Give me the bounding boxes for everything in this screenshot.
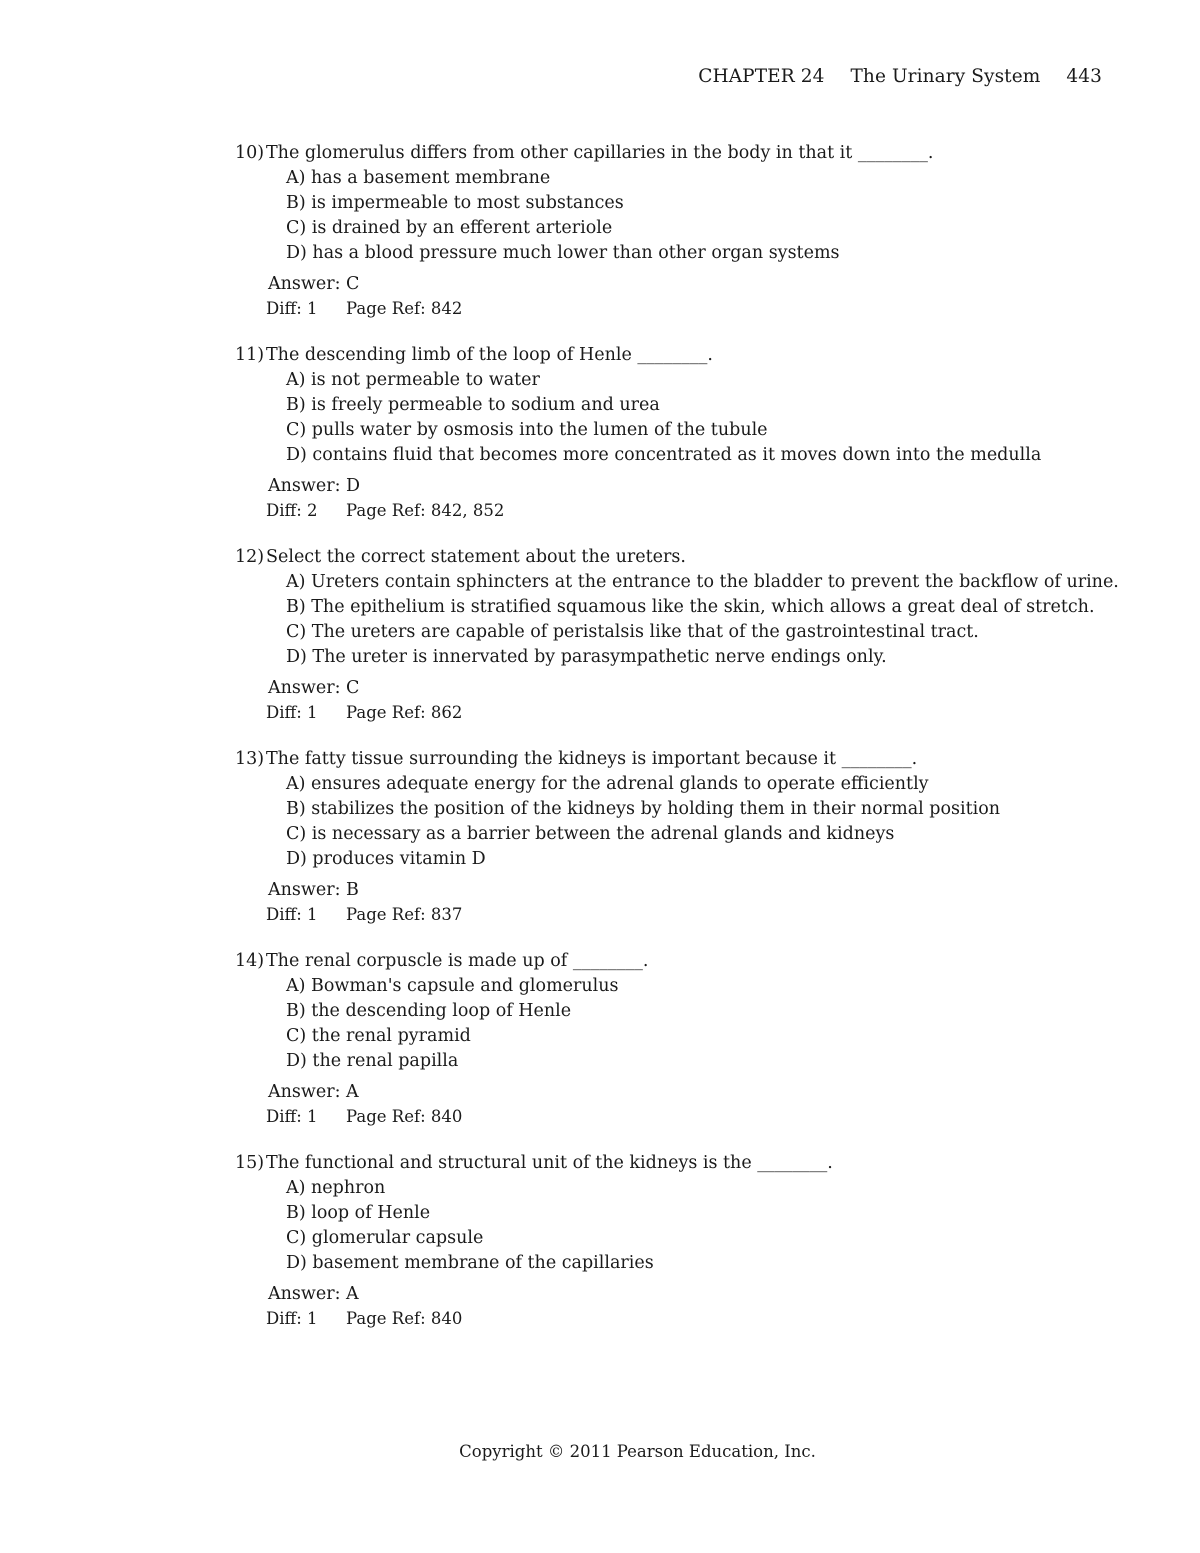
answer-label: Answer: [268,1082,341,1102]
answer-value: C [346,274,360,294]
option-d: D) produces vitamin D [286,849,486,869]
answer-row [235,474,1135,499]
question-stem [235,141,1135,166]
question-stem [235,949,1135,974]
answer-value: C [346,678,360,698]
page-ref: Page Ref: 862 [346,703,463,722]
option-d: D) the renal papilla [286,1051,459,1071]
answer-value: A [346,1284,359,1304]
option-a: A) ensures adequate energy for the adrenal glands to operate efficiently [286,774,929,794]
option-a: A) nephron [286,1178,386,1198]
option-d: D) contains fluid that becomes more concentrated as it moves down into the medulla [286,445,1042,465]
option-d: D) has a blood pressure much lower than other organ systems [286,243,840,263]
difficulty: Diff: 1 [266,905,318,924]
question-10 [235,141,1135,343]
page-ref: Page Ref: 840 [346,1107,463,1126]
question-stem [235,1151,1135,1176]
question-number: 10) [235,143,265,163]
meta-row [235,701,1135,725]
option-a: A) is not permeable to water [286,370,540,390]
question-number: 15) [235,1153,265,1173]
option-b: B) is freely permeable to sodium and urea [286,395,660,415]
option-c: C) glomerular capsule [286,1228,484,1248]
option-a: A) Bowman's capsule and glomerulus [286,976,619,996]
question-12 [235,545,1135,747]
question-text: The glomerulus differs from other capillaries in the body in that it ________. [266,143,934,163]
copyright-footer: Copyright © 2011 Pearson Education, Inc. [459,1442,816,1461]
meta-row [235,1105,1135,1129]
page-number: 443 [1066,66,1102,87]
page-ref: Page Ref: 840 [346,1309,463,1328]
question-list [235,141,1135,1353]
answer-label: Answer: [268,880,341,900]
question-number: 14) [235,951,265,971]
answer-label: Answer: [268,678,341,698]
question-14 [235,949,1135,1151]
difficulty: Diff: 2 [266,501,318,520]
question-text: The functional and structural unit of the kidneys is the ________. [266,1153,833,1173]
answer-label: Answer: [268,476,341,496]
option-d: D) The ureter is innervated by parasympathetic nerve endings only. [286,647,887,667]
question-number: 11) [235,345,265,365]
difficulty: Diff: 1 [266,299,318,318]
answer-value: A [346,1082,359,1102]
chapter-title: The Urinary System [850,66,1041,87]
question-number: 12) [235,547,265,567]
option-c: C) pulls water by osmosis into the lumen of the tubule [286,420,768,440]
question-stem [235,747,1135,772]
option-b: B) is impermeable to most substances [286,193,624,213]
answer-value: D [346,476,361,496]
option-b: B) the descending loop of Henle [286,1001,572,1021]
meta-row [235,297,1135,321]
answer-row [235,1282,1135,1307]
page-ref: Page Ref: 842, 852 [346,501,505,520]
option-a: A) has a basement membrane [286,168,551,188]
meta-row [235,903,1135,927]
page-header [698,66,1102,87]
answer-label: Answer: [268,1284,341,1304]
question-15 [235,1151,1135,1353]
question-11 [235,343,1135,545]
meta-row [235,1307,1135,1331]
option-b: B) stabilizes the position of the kidneys by holding them in their normal position [286,799,1001,819]
question-text: The renal corpuscle is made up of ________. [266,951,649,971]
question-text: Select the correct statement about the ureters. [266,547,686,567]
difficulty: Diff: 1 [266,1309,318,1328]
answer-row [235,1080,1135,1105]
question-stem [235,343,1135,368]
difficulty: Diff: 1 [266,703,318,722]
answer-row [235,676,1135,701]
question-number: 13) [235,749,265,769]
answer-value: B [346,880,359,900]
page-ref: Page Ref: 837 [346,905,463,924]
option-c: C) is necessary as a barrier between the adrenal glands and kidneys [286,824,895,844]
question-13 [235,747,1135,949]
option-b: B) The epithelium is stratified squamous like the skin, which allows a great deal of stretch. [286,597,1095,617]
option-c: C) is drained by an efferent arteriole [286,218,613,238]
chapter-label: CHAPTER 24 [698,66,825,87]
question-stem [235,545,1135,570]
page-ref: Page Ref: 842 [346,299,463,318]
option-d: D) basement membrane of the capillaries [286,1253,654,1273]
option-b: B) loop of Henle [286,1203,431,1223]
answer-row [235,272,1135,297]
answer-row [235,878,1135,903]
option-a: A) Ureters contain sphincters at the entrance to the bladder to prevent the backflow of urine. [286,572,1119,592]
question-text: The descending limb of the loop of Henle ________. [266,345,713,365]
answer-label: Answer: [268,274,341,294]
meta-row [235,499,1135,523]
question-text: The fatty tissue surrounding the kidneys is important because it ________. [266,749,918,769]
option-c: C) The ureters are capable of peristalsis like that of the gastrointestinal tract. [286,622,979,642]
difficulty: Diff: 1 [266,1107,318,1126]
option-c: C) the renal pyramid [286,1026,471,1046]
